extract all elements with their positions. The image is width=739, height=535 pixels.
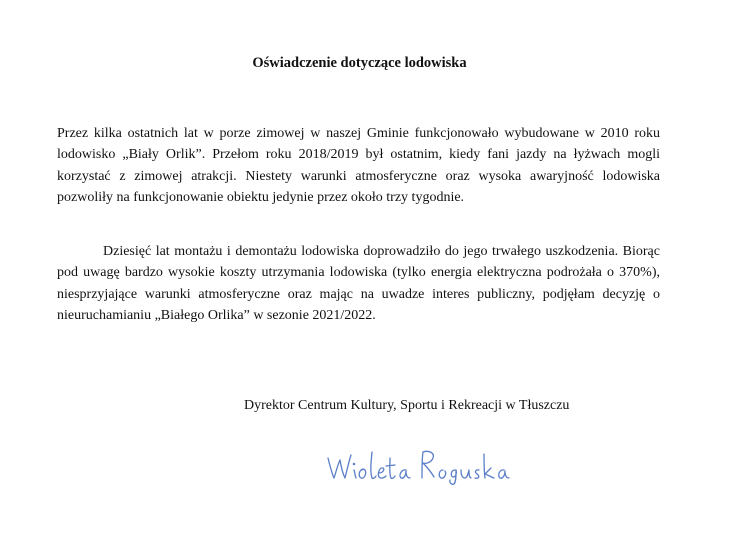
document-title: Oświadczenie dotyczące lodowiska: [252, 55, 467, 71]
handwritten-signature: [326, 444, 511, 486]
paragraph-2: Dziesięć lat montażu i demontażu lodowiska doprowadziło do jego trwałego uszkodzenia. Biorąc pod uwagę bardzo wysokie koszty utrzymania lodowiska (tylko energia elektryczna podrożała o 370%), niesprzyjające warunki atmosferyczne oraz mając na uwadze interes publiczny, podjęłam decyzję o nieuruchamianiu „Białego Orlika” w sezonie 2021/2022.: [57, 244, 660, 324]
signatory-title: Dyrektor Centrum Kultury, Sportu i Rekreacji w Tłuszczu: [244, 398, 570, 413]
paragraph-1: Przez kilka ostatnich lat w porze zimowej w naszej Gminie funkcjonowało wybudowane w 2010 roku lodowisko „Biały Orlik”. Przełom roku 2018/2019 był ostatnim, kiedy fani jazdy na łyżwach mogli korzystać z zimowej atrakcji. Niestety warunki atmosferyczne oraz wysoka awaryjność lodowiska pozwoliły na funkcjonowanie obiektu jedynie przez około trzy tygodnie.: [57, 126, 660, 206]
